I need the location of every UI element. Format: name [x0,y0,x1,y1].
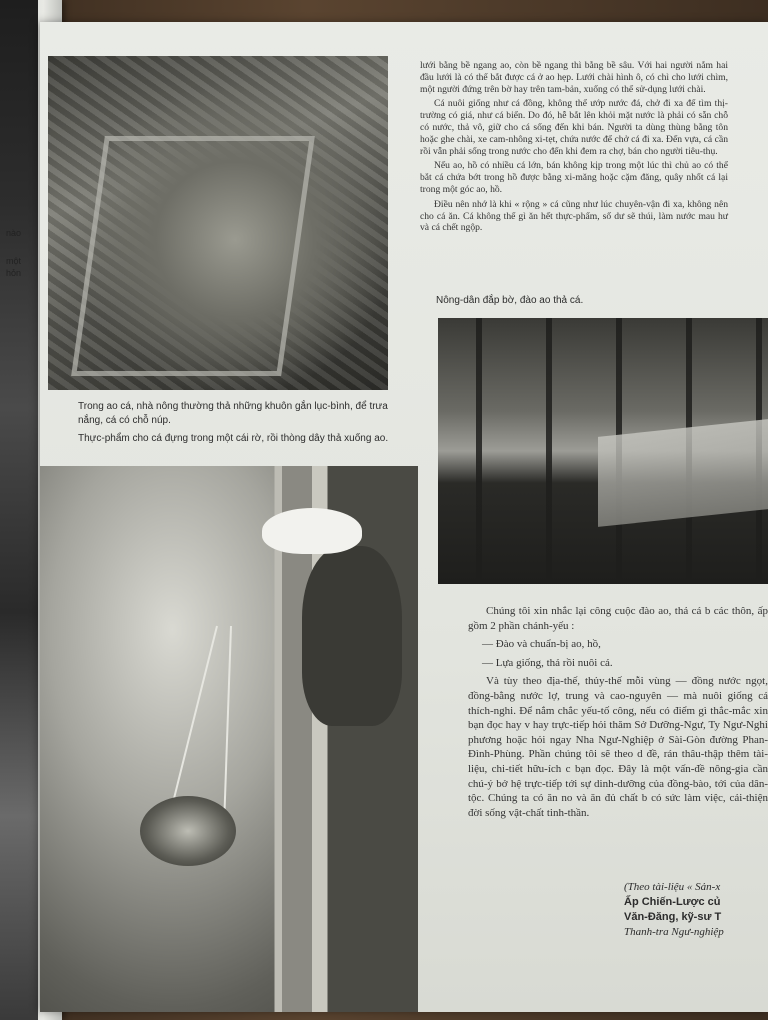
caption-pond [78,400,398,450]
photo-fish-pond-plants [48,56,388,390]
list-item: — Lựa giống, thả rồi nuôi cá. [482,656,613,669]
caption-line: Trong ao cá, nhà nông thường thả những khuôn gắn lục-bình, để trưa nắng, cá có chỗ núp. [78,401,388,426]
paragraph: Chúng tôi xin nhắc lại công cuộc đào ao, thả cá b các thôn, ấp gồm 2 phần chánh-yếu : [468,605,768,632]
paragraph: Nếu ao, hồ có nhiều cá lớn, bán không kịp trong một lúc thì chủ ao có thể bắt cá chứa bớt trong hồ được bằng xi-măng hoặc cặm đăng, quây nhốt cá lại trong một góc ao, hồ. [420,160,728,195]
credit-line: Văn-Đăng, kỹ-sư T [624,911,722,923]
paragraph: Cá nuôi giống như cá đồng, không thể ướp nước đá, chở đi xa để tìm thị-trường có giá, như cá biển. Do đó, hễ bắt lên khỏi mặt nước là phải có sẵn chỗ có nước, thả vô, giữ cho cá sống đến khi bán. Người ta dùng thùng bằng tôn hoặc ghe chài, xe cam-nhông xi-tẹt, chứa nước để chở cá đi xa. Đến vựa, cá cần rồi vẫn phải sống trong nước cho đến khi đem ra chợ, bán cho người tiêu-thụ. [420,98,728,157]
photo-man-feeding-fish [40,466,418,1012]
left-page-photo-strip [0,0,38,1020]
list-item: — Đào và chuẩn-bị ao, hồ, [482,638,601,651]
top-right-text-column [420,60,728,237]
bottom-right-text-column [468,604,768,824]
credit-line: (Theo tài-liệu « Sản-x [624,881,721,893]
feeding-basket [140,796,236,866]
left-page-fragment: một [6,256,22,266]
caption-line: Thực-phẩm cho cá đựng trong một cái rờ, rồi thòng dây thả xuống ao. [78,433,389,444]
left-page-fragment: nào [6,228,22,238]
credit-line: Thanh-tra Ngư-nghiệp [624,926,724,938]
paragraph: Và tùy theo địa-thế, thủy-thế mỗi vùng — đồng nước ngọt, đồng-bằng nước lợ, trung và cao-nguyên — mà nuôi giống cá thích-nghi. Để nắm chắc yếu-tố công, nếu có điểm gì thắc-mắc xin bạn đọc hay v hay trực-tiếp hỏi thăm Sở Dưỡng-Ngư, Ty Ngư-Nghi phương hoặc hỏi ngay Nha Ngư-Nghiệp ở Sài-Gòn đường Phan-Đình-Phùng. Phần chúng tôi sẽ theo d đề, rán thâu-thập thêm tài-liệu, chi-tiết hữu-ích c bạn đọc. Đây là một vấn-đề nông-gia cần chú-ý bở hệ trực-tiếp tới sự dinh-dưỡng của đồng-bào, tới của dân-tộc. Chúng ta có ăn no và ăn đủ chất b có sức làm việc, cải-thiện đời sống vật-chất tinh-thần. [468,675,768,819]
credit-line: Ấp Chiến-Lược củ [624,896,721,908]
feeding-rope [168,626,218,821]
left-page-fragment: hỏn [6,268,22,278]
source-credit [624,880,768,940]
man-figure [302,546,402,726]
photo-farmer-dike-trees [438,318,768,584]
feeding-rope [223,626,232,816]
paragraph: Điều nên nhớ là khi « rộng » cá cũng như lúc chuyên-vận đi xa, không nên cho cá ăn. Cá không thể gì ăn hết thực-phẩm, số dư sẽ thúi, làm nước mau hư và cá chết ngộp. [420,198,728,234]
paragraph: lưới bằng bề ngang ao, còn bề ngang thì bằng bề sâu. Với hai người nắm hai đầu lưới là có thể bắt được cá ở ao hẹp. Lưới chài hình ô, có chì cho lưới chìm, một người đứng trên bờ hay trên tam-bản, xuống có thể sử-dụng lưới chài. [420,60,728,95]
magazine-page [40,22,768,1012]
pond-water [598,419,768,527]
caption-dike: Nông-dân đắp bờ, đào ao thả cá. [436,295,584,306]
floating-plant-frame [71,136,315,376]
pith-helmet [262,508,362,554]
